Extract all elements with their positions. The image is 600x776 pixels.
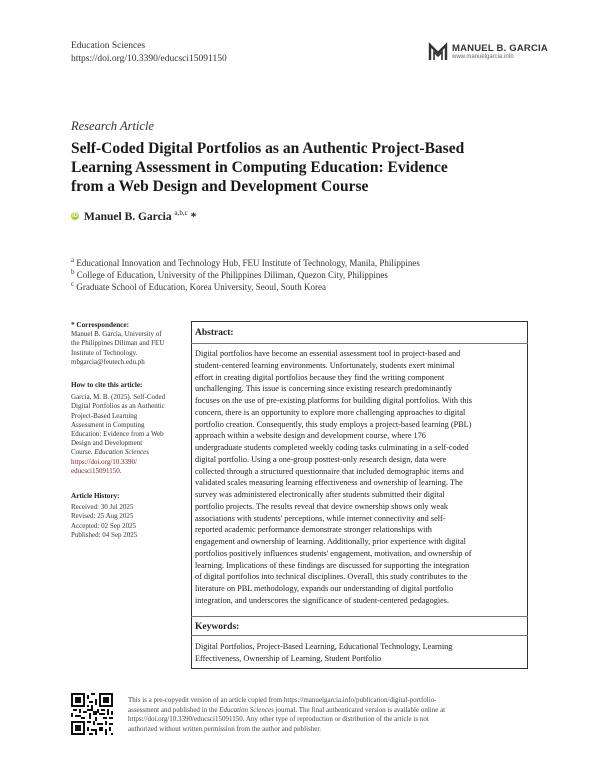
keywords-line: Effectiveness, Ownership of Learning, Student Portfolio	[195, 653, 382, 663]
abstract-line: portfolio projects. The results reveal that device ownership shows only weak	[195, 501, 449, 511]
history-heading: Article History:	[71, 492, 120, 500]
cite-line: Education: Evidence from a Web	[71, 430, 164, 439]
cite-block	[71, 381, 183, 476]
cite-line: Course. Education Sciences	[71, 448, 149, 457]
cite-line: Assessment in Computing	[71, 420, 145, 429]
abstract-heading: Abstract:	[195, 328, 234, 338]
keywords-heading: Keywords:	[195, 622, 240, 632]
qr-code-icon[interactable]	[71, 693, 113, 735]
correspondence-block	[71, 321, 183, 367]
journal-name: Education Sciences	[71, 41, 146, 51]
abstract-line: portfolio creation. Consequently, this study employs a project-based learning (PBL)	[195, 419, 472, 429]
copyright-notice	[128, 696, 533, 734]
keywords-text	[195, 641, 525, 665]
abstract-line: focuses on the use of pre-existing platforms for building digital portfolios. With this	[195, 396, 472, 405]
abstract-line: integration, and underscores the significance of student-centered pedagogies.	[195, 595, 450, 605]
abstract-line: associations with students' perceptions, while internet connectivity and self-	[195, 513, 446, 523]
abstract-line: literature on PBL methodology, expands our understanding of digital portfolio	[195, 584, 454, 593]
author-affil-marks: a,b,c	[174, 209, 188, 217]
cite-heading: How to cite this article:	[71, 381, 143, 389]
abstract-line: validated scales measuring learning effectiveness and ownership of learning. The	[195, 478, 463, 488]
author-name: Manuel B. Garcia $^{a,b,c}$ *	[84, 209, 197, 223]
cite-line: Garcia, M. B. (2025). Self-Coded	[71, 393, 166, 402]
notice-line: This is a pre-copyedit version of an article copied from https://manuelgarcia.info/publication/digital-portfolio-	[128, 696, 437, 704]
affiliation-c: $^c$ Graduate School of Education, Korea University, Seoul, South Korea	[71, 280, 326, 292]
notice-line: authorized without written permission from the author and publisher.	[128, 724, 322, 733]
divider	[191, 616, 528, 617]
cite-doi-link[interactable]: https://doi.org/10.3390/	[71, 457, 137, 466]
affiliation-b: $^b$ College of Education, University of the Philippines Diliman, Quezon City, Philippines	[71, 268, 388, 280]
cite-line: Project-Based Learning	[71, 411, 138, 420]
affiliation-a: $^a$ Educational Innovation and Technology Hub, FEU Institute of Technology, Manila, Philippines	[71, 256, 420, 268]
history-item: Accepted: 02 Sep 2025	[71, 521, 137, 530]
mbg-monogram-icon	[428, 42, 448, 62]
history-item: Published: 04 Sep 2025	[71, 530, 138, 539]
correspondence-email[interactable]: mbgarcia@feutech.edu.ph	[71, 357, 145, 366]
title-line: Learning Assessment in Computing Education: Evidence	[71, 159, 448, 176]
divider	[191, 343, 528, 344]
abstract-line: concern, there is an opportunity to explore more challenging approaches to digital	[195, 407, 466, 417]
correspondence-line: Institute of Technology.	[71, 348, 138, 357]
abstract-line: collected through a structured questionnaire that included demographic items and	[195, 466, 464, 476]
abstract-line: digital portfolio. Using a one-group posttest-only research design, data were	[195, 454, 447, 464]
abstract-line: unchallenging. This issue is concerning since existing research predominantly	[195, 384, 453, 394]
correspondence-line: Manuel B. Garcia, University of	[71, 330, 162, 339]
notice-line: assessment and published in the Education Sciences journal. The final authenticated version is available online at	[128, 705, 446, 714]
history-item: Revised: 25 Aug 2025	[71, 512, 134, 521]
logo-url[interactable]: www.manuelgarcia.info	[452, 54, 514, 60]
doi-link[interactable]: https://doi.org/10.3390/educsci15091150	[71, 54, 227, 64]
abstract-line: reported academic performance demonstrate stronger relationships with	[195, 525, 432, 535]
keywords-line: Digital Portfolios, Project-Based Learning, Educational Technology, Learning	[195, 642, 453, 651]
cite-doi-link[interactable]: educsci15091150.	[71, 466, 122, 475]
abstract-line: learning. Implications of these findings are discussed for supporting the integration	[195, 560, 470, 570]
abstract-line: survey was administered electronically after students submitted their digital	[195, 490, 445, 499]
abstract-line: of digital portfolios into technical disciplines. Overall, this study contributes to the	[195, 572, 468, 582]
abstract-line: undergraduate students completed weekly coding tasks culminating in a self-coded	[195, 443, 469, 452]
orcid-icon[interactable]: iD	[72, 212, 78, 219]
abstract-line: approach within a website design and development course, where 176	[195, 431, 426, 441]
correspondence-heading: * Correspondence:	[71, 321, 129, 329]
article-type: Research Article	[71, 119, 154, 133]
corresponding-mark: *	[190, 210, 197, 223]
divider	[191, 635, 528, 636]
abstract-line: effort in creating digital portfolios because they find the writing component	[195, 372, 445, 382]
logo-name: MANUEL B. GARCIA	[452, 43, 548, 54]
abstract-line: portfolios positively influences students' engagement, motivation, and ownership of	[195, 548, 472, 558]
correspondence-line: the Philippines Diliman and FEU	[71, 339, 165, 348]
abstract-line: Digital portfolios have become an essential assessment tool in project-based and	[195, 349, 461, 358]
cite-line: Design and Development	[71, 439, 143, 448]
abstract-line: engagement and ownership of learning. Additionally, prior experience with digital	[195, 537, 466, 546]
title-line: Self-Coded Digital Portfolios as an Authentic Project-Based	[71, 140, 465, 157]
cite-line: Digital Portfolios as an Authentic	[71, 402, 165, 411]
abstract-line: student-centered learning environments. Unfortunately, students exert minimal	[195, 360, 455, 370]
abstract-text	[195, 348, 525, 607]
article-title	[71, 139, 531, 196]
author-row	[71, 209, 196, 223]
history-block	[71, 492, 183, 540]
title-line: from a Web Design and Development Course	[71, 178, 369, 195]
history-item: Received: 30 Jul 2025	[71, 503, 134, 512]
notice-line: https://doi.org/10.3390/educsci15091150. Any other type of reproduction or distribution of the article is not	[128, 715, 429, 724]
